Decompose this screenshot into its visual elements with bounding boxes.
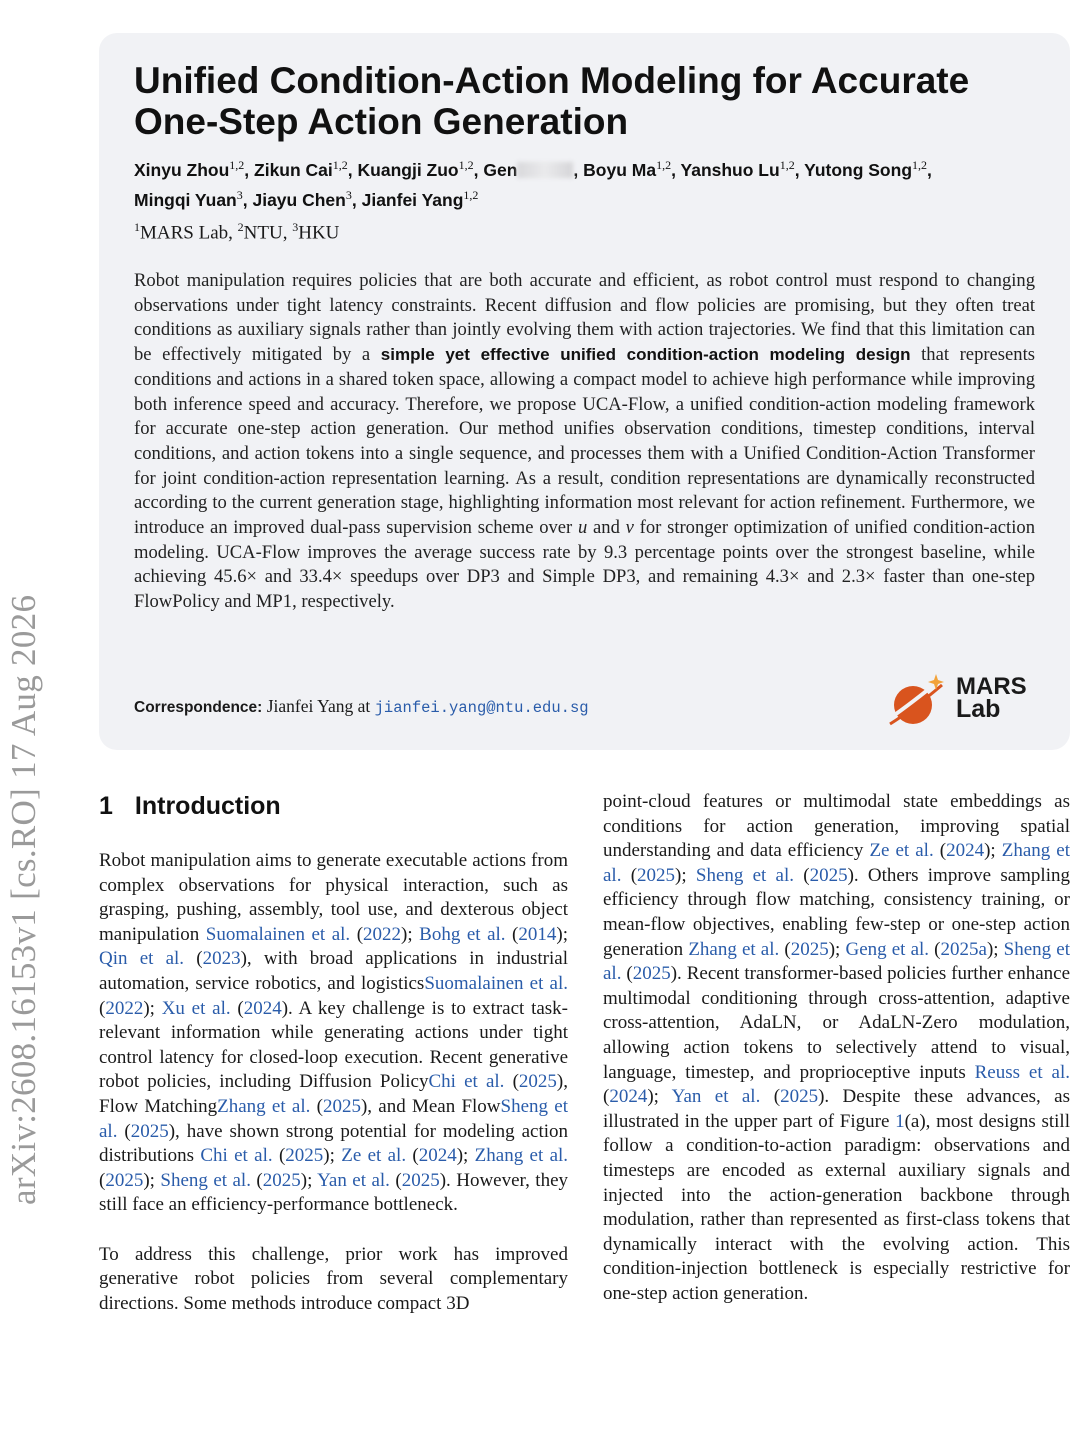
arxiv-side-stamp: arXiv:2608.16153v1 [cs.RO] 17 Aug 2026 xyxy=(4,594,43,1205)
author: Jiayu Chen$^3$ xyxy=(252,187,352,210)
correspondence-email-link[interactable]: jianfei.yang@ntu.edu.sg xyxy=(374,699,589,717)
author: Boyu Ma$^{1,2}$ xyxy=(583,158,672,180)
correspondence-label: Correspondence: xyxy=(134,699,263,716)
section-heading: 1 Introduction xyxy=(99,792,281,820)
author: Jianfei Yang$^{1,2}$ xyxy=(361,187,479,210)
author: Yutong Song$^{1,2}$ xyxy=(804,158,928,180)
title-line-1: Unified Condition-Action Modeling for Accurate xyxy=(134,60,970,101)
column-right xyxy=(603,790,1070,1306)
correspondence-name: Jianfei Yang at xyxy=(266,696,371,716)
author: Zikun Cai$^{1,2}$ xyxy=(254,158,348,180)
column-left xyxy=(99,849,568,1316)
author-redacted: Gen xyxy=(483,160,573,180)
author: Xinyu Zhou$^{1,2}$ xyxy=(134,158,245,180)
paper-title xyxy=(134,60,1054,142)
mars-lab-logo xyxy=(884,672,1044,728)
author: Yanshuo Lu$^{1,2}$ xyxy=(680,158,795,180)
author: Kuangji Zuo$^{1,2}$ xyxy=(357,158,474,180)
author-list: Xinyu Zhou$^{1,2}$, Zikun Cai$^{1,2}$, Kuangji Zuo$^{1,2}$, Gen , Boyu Ma$^{1,2}$, Yanshuo Lu$^{1,2}$, Yutong Song$^{1,2}$, Mingqi Yuan$^3$, Jiayu Chen$^3$, Jianfei Yang$^{1,2}$ xyxy=(134,158,932,210)
author: Mingqi Yuan$^3$ xyxy=(134,187,243,210)
redaction-blur xyxy=(517,162,573,178)
planet-logo-icon xyxy=(884,672,948,728)
correspondence xyxy=(134,694,589,720)
logo-wordmark: MARS Lab xyxy=(956,673,1027,723)
abstract: Robot manipulation requires policies that are both accurate and efficient, as robot control must respond to changing observations under tight latency constraints. Recent diffusion and flow policies are promising, but they often treat conditions as auxiliary signals rather than jointly evolving them with action trajectories. We find that this limitation can be effectively mitigated by a simple yet effective unified condition-action modeling design that represents conditions and actions in a shared token space, allowing a compact model to achieve high performance while improving both inference speed and accuracy. Therefore, we propose UCA-Flow, a unified condition-action modeling framework for accurate one-step action generation. Our method unifies observation conditions, timestep conditions, interval conditions, and action tokens into a single sequence, and processes them with a Unified Condition-Action Transformer for joint condition-action representation learning. As a result, condition representations are dynamically reconstructed according to the current generation stage, highlighting information most relevant for action refinement. Furthermore, we introduce an improved dual-pass supervision scheme over u and v for stronger optimization of unified condition-action modeling. UCA-Flow improves the average success rate by 9.3 percentage points over the strongest baseline, while achieving 45.6× and 33.4× speedups over DP3 and Simple DP3, and remaining 4.3× and 2.3× faster than one-step FlowPolicy and MP1, respectively. xyxy=(134,270,1035,613)
title-line-2: One-Step Action Generation xyxy=(134,101,629,142)
paragraph: To address this challenge, prior work has improved generative robot policies from several complementary directions. Some methods introduce compact 3D xyxy=(99,1243,568,1314)
paragraph: point-cloud features or multimodal state embeddings as conditions for action generation, improving spatial understanding and data efficiency Ze et al. (2024); Zhang et al. (2025); Sheng et al. (2025). Others improve sampling efficiency through flow matching, consistency training, or mean-flow objectives, enabling few-step or one-step action generation Zhang et al. (2025); Geng et al. (2025a); Sheng et al. (2025). Recent transformer-based policies further enhance multimodal conditioning through cross-attention, adaptive cross-attention, AdaLN, or AdaLN-Zero modulation, allowing action tokens to selectively attend to visual, language, timestep, and proprioceptive inputs Reuss et al. (2024); Yan et al. (2025). Despite these advances, as illustrated in the upper part of Figure 1(a), most designs still follow a condition-to-action paradigm: observations and timesteps are encoded as external auxiliary signals and injected into the action-generation backbone through modulation, rather than represented as first-class tokens that dynamically interact with the evolving action. This condition-injection bottleneck is especially restrictive for one-step action generation. xyxy=(603,791,1071,1304)
abstract-emphasis: simple yet effective unified condition-action modeling design xyxy=(380,345,911,365)
paragraph: Robot manipulation aims to generate executable actions from complex observations for physical interaction, such as grasping, pushing, assembly, tool use, and dexterous object manipulation Suomalainen et al. (2022); Bohg et al. (2014); Qin et al. (2023), with broad applications in industrial automation, service robotics, and logisticsSuomalainen et al. (2022); Xu et al. (2024). A key challenge is to extract task-relevant information while generating actions under tight control latency for closed-loop execution. Recent generative robot policies, including Diffusion PolicyChi et al. (2025), Flow MatchingZhang et al. (2025), and Mean FlowSheng et al. (2025), have shown strong potential for modeling action distributions Chi et al. (2025); Ze et al. (2024); Zhang et al. (2025); Sheng et al. (2025); Yan et al. (2025). However, they still face an efficiency-performance bottleneck. xyxy=(99,850,569,1216)
affiliations: $^1$MARS Lab, $^2$NTU, $^3$HKU xyxy=(134,220,340,244)
